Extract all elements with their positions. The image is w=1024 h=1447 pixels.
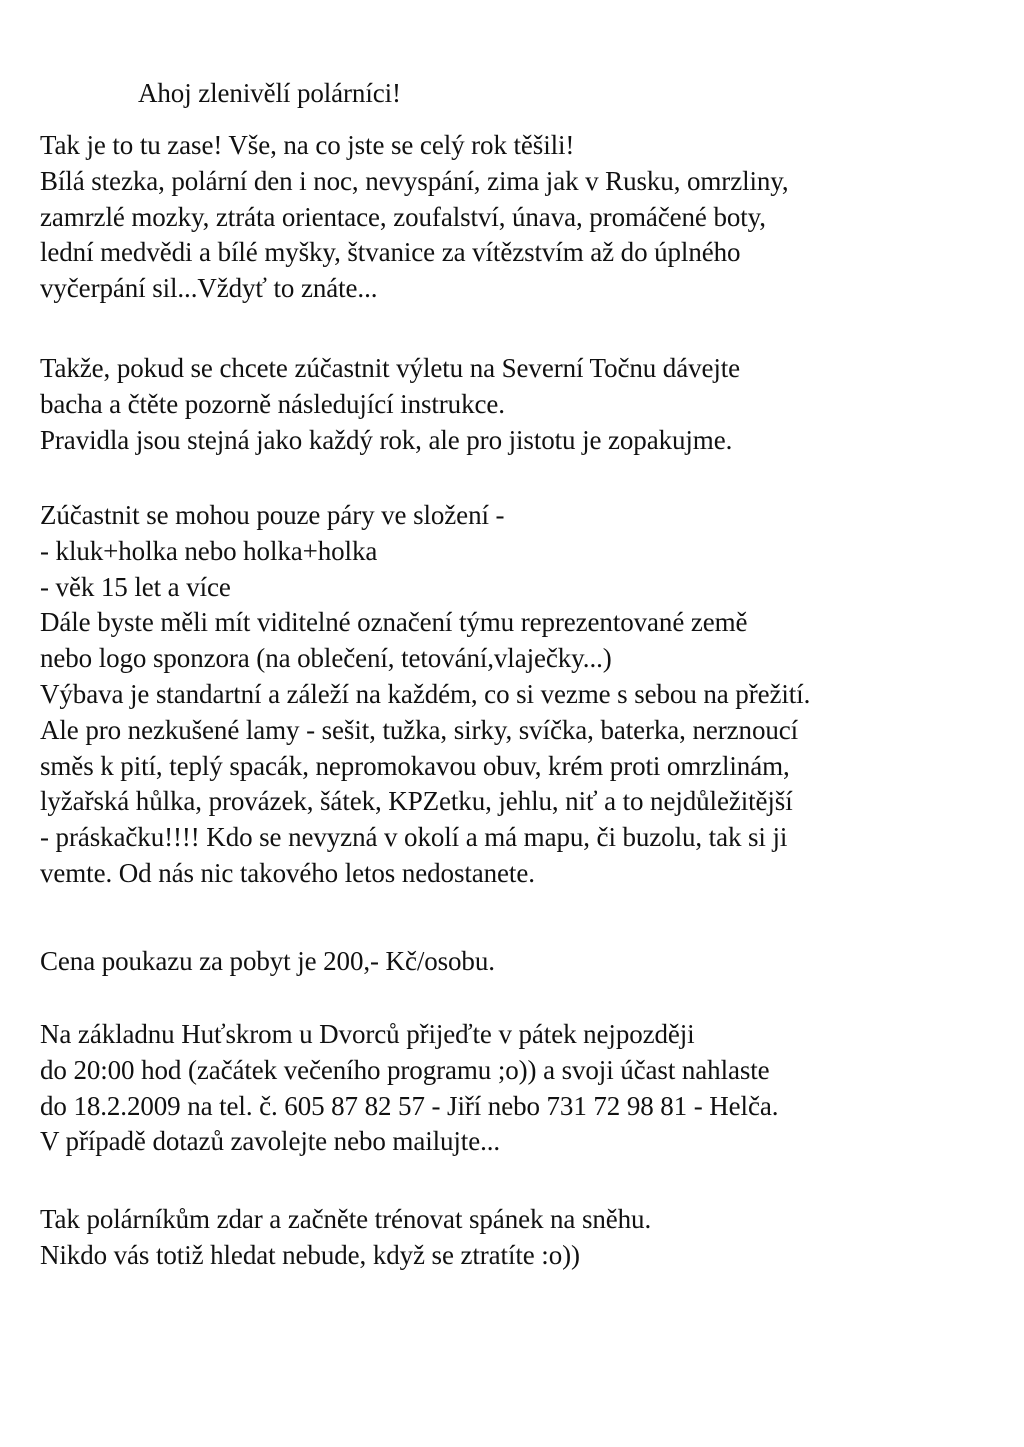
text-line: Zúčastnit se mohou pouze páry ve složení - [40, 500, 505, 530]
text-line: Bílá stezka, polární den i noc, nevyspání, zima jak v Rusku, omrzliny, [40, 165, 789, 196]
text-line: vemte. Od nás nic takového letos nedostanete. [40, 857, 535, 888]
paragraph-intro [40, 128, 789, 307]
text-line: Výbava je standartní a záleží na každém, co si vezme s sebou na přežití. [40, 678, 811, 709]
text-line: zamrzlé mozky, ztráta orientace, zoufalství, únava, promáčené boty, [40, 201, 766, 232]
text-line: Tak polárníkům zdar a začněte trénovat spánek na sněhu. [40, 1204, 652, 1234]
paragraph-price [40, 944, 495, 980]
greeting-heading [138, 76, 401, 112]
paragraph-rules [40, 498, 810, 892]
text-line: lyžařská hůlka, provázek, šátek, KPZetku, jehlu, niť a to nejdůležitější [40, 786, 793, 817]
paragraph-closing [40, 1202, 651, 1274]
text-line: Dále byste měli mít viditelné označení týmu reprezentované země [40, 607, 748, 638]
text-line: Nikdo vás totiž hledat nebude, když se ztratíte :o)) [40, 1239, 580, 1270]
text-line: Takže, pokud se chcete zúčastnit výletu na Severní Točnu dávejte [40, 353, 741, 383]
text-line: Ale pro nezkušené lamy - sešit, tužka, sirky, svíčka, baterka, nerznoucí [40, 714, 799, 745]
text-line: Na základnu Huťskrom u Dvorců přijeďte v pátek nejpozději [40, 1019, 695, 1049]
text-line: Pravidla jsou stejná jako každý rok, ale pro jistotu je zopakujme. [40, 424, 733, 455]
text-line: lední medvědi a bílé myšky, štvanice za vítězstvím až do úplného [40, 237, 741, 268]
text-line: vyčerpání sil...Vždyť to znáte... [40, 273, 378, 304]
text-line: - práskačku!!!! Kdo se nevyzná v okolí a má mapu, či buzolu, tak si ji [40, 822, 788, 853]
text-line: Cena poukazu za pobyt je 200,- Kč/osobu. [40, 946, 495, 976]
text-line: do 20:00 hod (začátek večeního programu ;o)) a svoji účast nahlaste [40, 1054, 770, 1085]
text-line: nebo logo sponzora (na oblečení, tetování,vlaječky...) [40, 643, 612, 674]
text-line: - kluk+holka nebo holka+holka [40, 535, 378, 566]
text-line: Tak je to tu zase! Vše, na co jste se celý rok těšili! [40, 130, 575, 160]
paragraph-instructions [40, 351, 740, 458]
text-line: V případě dotazů zavolejte nebo mailujte... [40, 1126, 501, 1157]
text-line: bacha a čtěte pozorně následující instrukce. [40, 388, 505, 419]
text-line: směs k pití, teplý spacák, nepromokavou obuv, krém proti omrzlinám, [40, 750, 790, 781]
greeting-text: Ahoj zlenivělí polárníci! [138, 78, 401, 108]
text-line: - věk 15 let a více [40, 571, 231, 602]
paragraph-arrival [40, 1017, 778, 1160]
text-line: do 18.2.2009 na tel. č. 605 87 82 57 - Jiří nebo 731 72 98 81 - Helča. [40, 1090, 779, 1121]
